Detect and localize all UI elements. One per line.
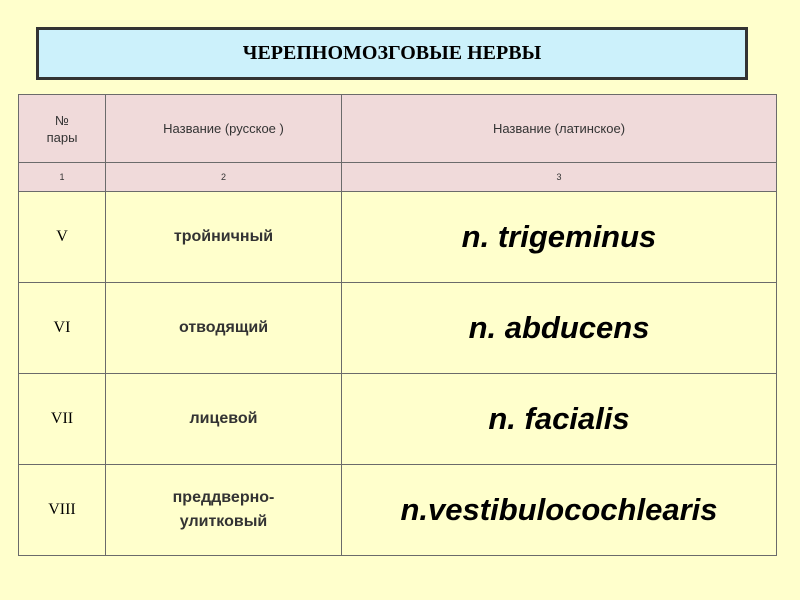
- name-russian: преддверно- улитковый: [106, 465, 342, 556]
- table-row: [19, 192, 777, 283]
- cranial-nerves-table: [18, 94, 777, 556]
- table-row: [19, 465, 777, 556]
- column-number: 2: [106, 163, 342, 192]
- name-latin: n. trigeminus: [342, 192, 777, 283]
- pair-number: VIII: [19, 465, 106, 556]
- name-russian: отводящий: [106, 283, 342, 374]
- pair-number: V: [19, 192, 106, 283]
- name-russian: лицевой: [106, 374, 342, 465]
- column-number: 1: [19, 163, 106, 192]
- pair-number: VI: [19, 283, 106, 374]
- pair-number: VII: [19, 374, 106, 465]
- column-number-row: [19, 163, 777, 192]
- table-row: [19, 374, 777, 465]
- name-russian: тройничный: [106, 192, 342, 283]
- name-latin: n.vestibulocochlearis: [342, 465, 777, 556]
- table-header-row: [19, 95, 777, 163]
- page-title: ЧЕРЕПНОМОЗГОВЫЕ НЕРВЫ: [36, 27, 748, 80]
- name-latin: n. abducens: [342, 283, 777, 374]
- header-pair-number: № пары: [19, 95, 106, 163]
- table-row: [19, 283, 777, 374]
- name-latin: n. facialis: [342, 374, 777, 465]
- header-name-russian: Название (русское ): [106, 95, 342, 163]
- column-number: 3: [342, 163, 777, 192]
- header-name-latin: Название (латинское): [342, 95, 777, 163]
